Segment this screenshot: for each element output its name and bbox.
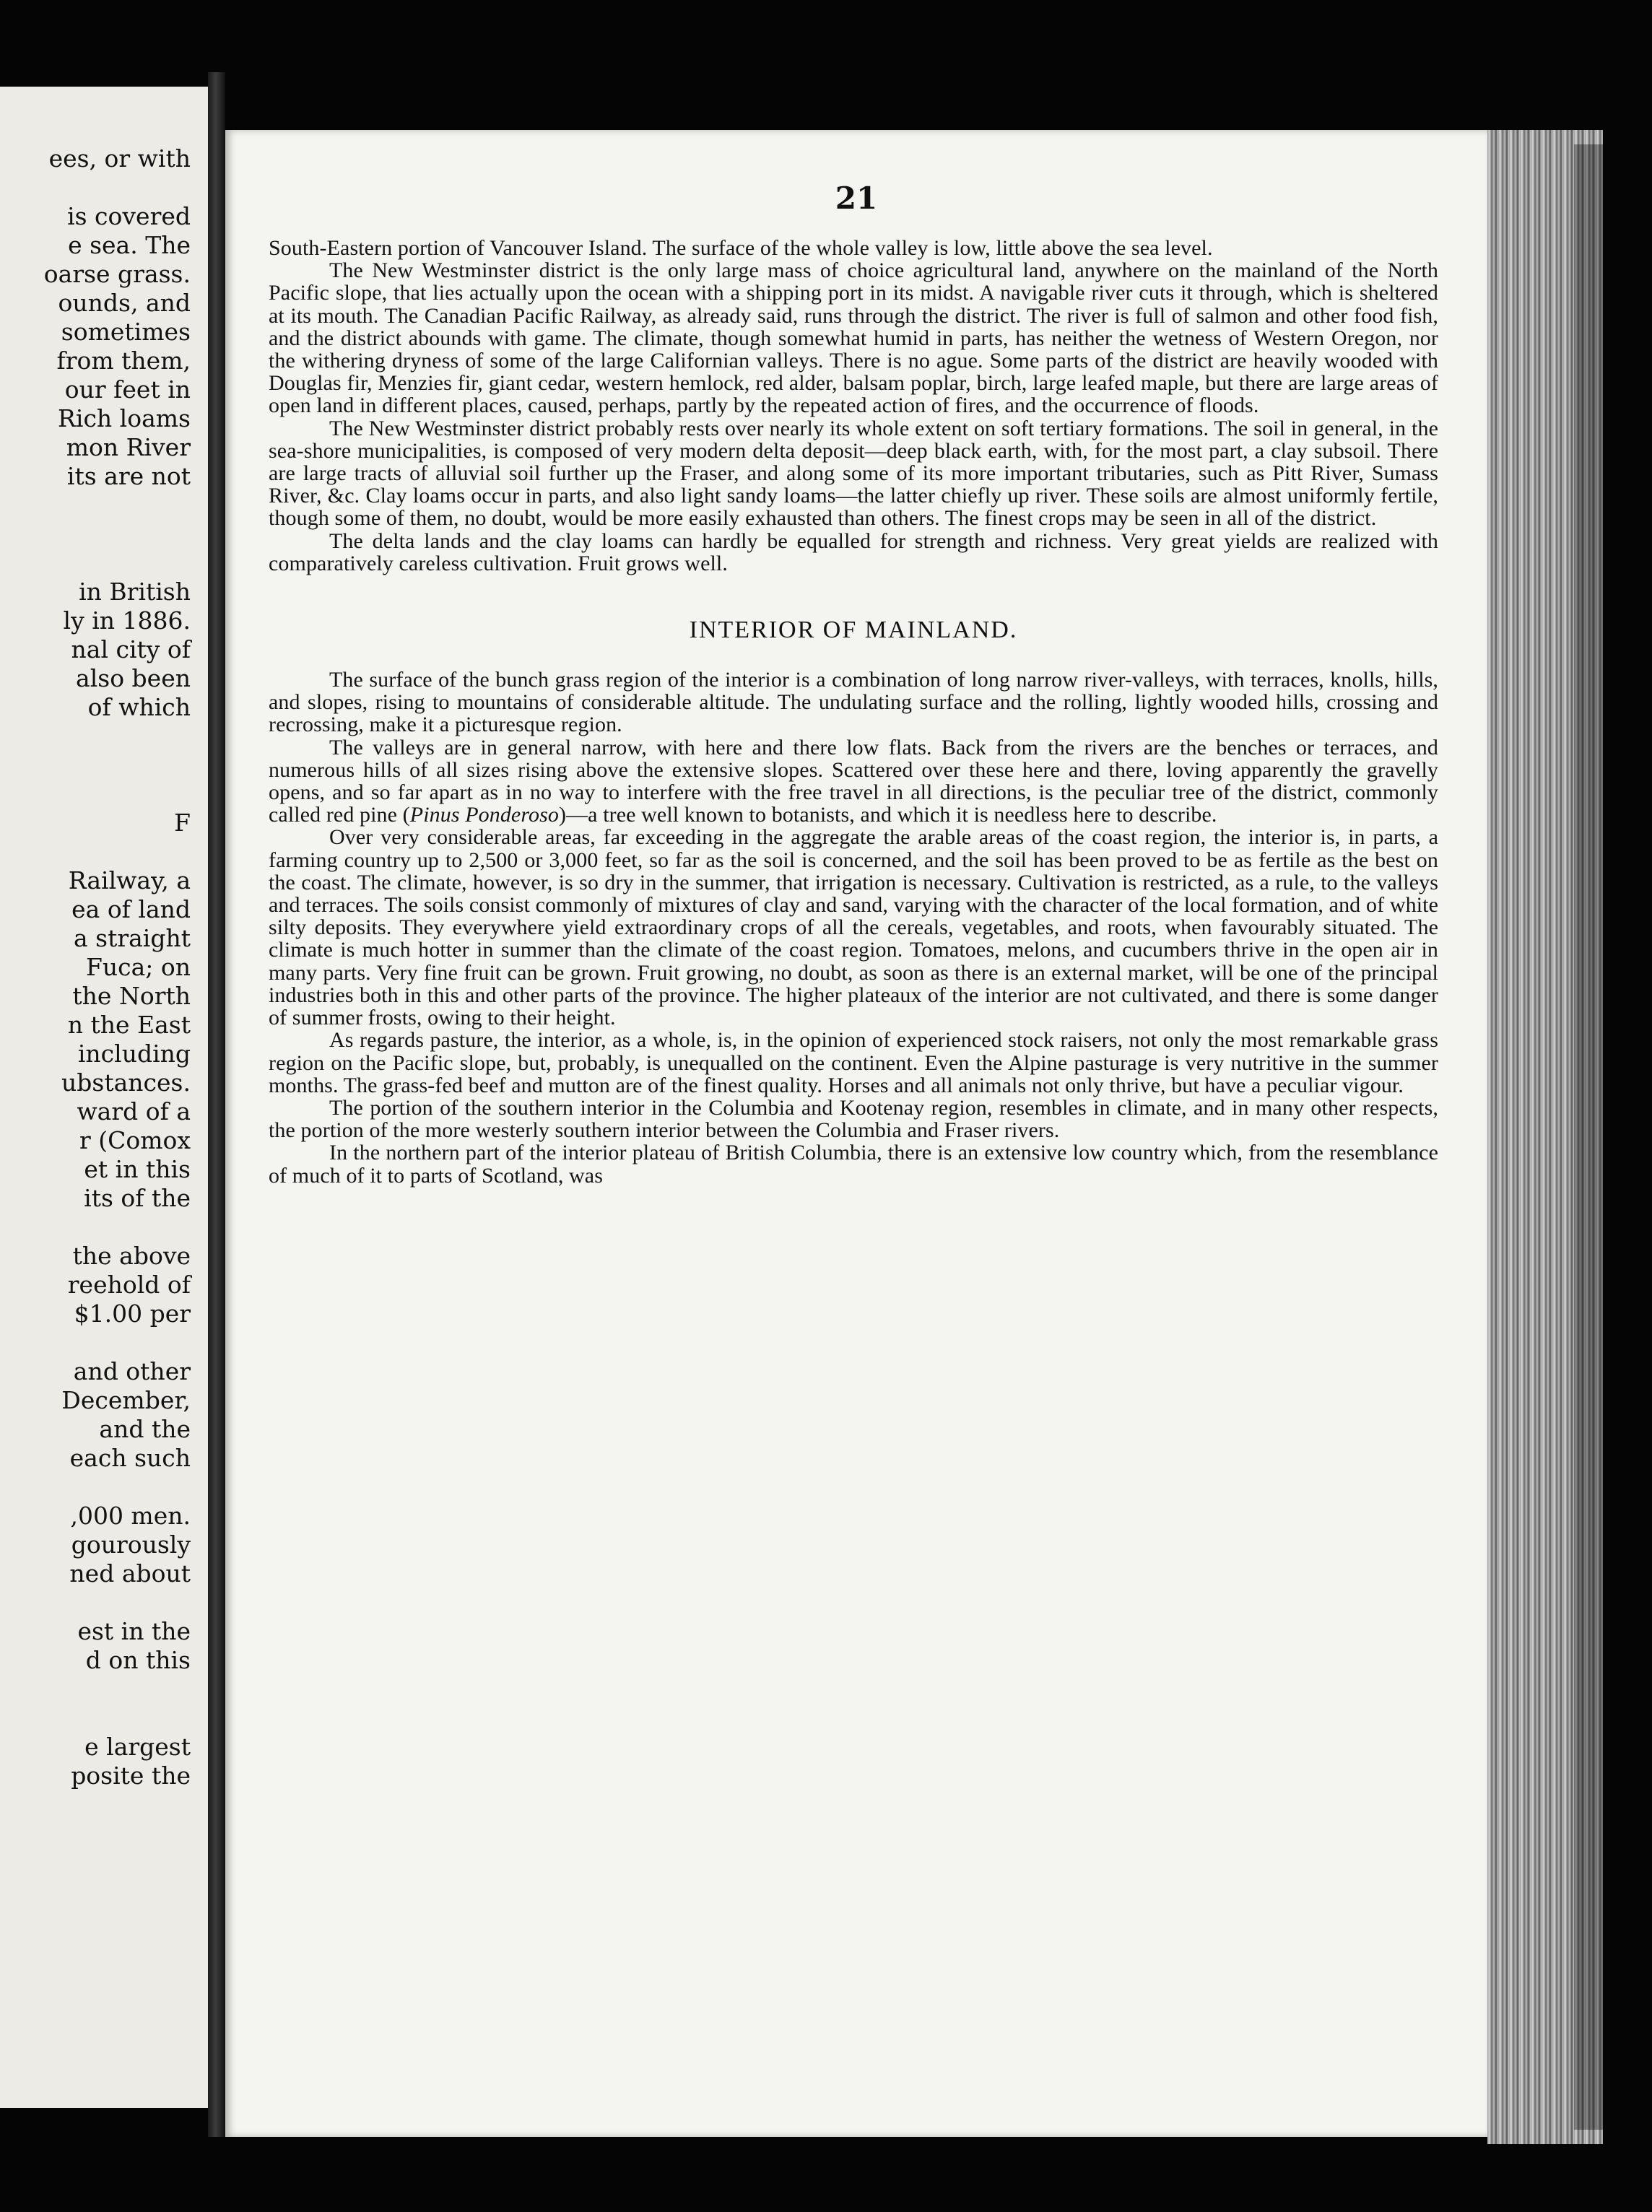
page-number: 21: [835, 180, 878, 216]
left-page-line: its are not: [66, 462, 191, 490]
left-page-line: including: [77, 1040, 191, 1068]
paragraph-4: The delta lands and the clay loams can hardly be equalled for strength and richness. Very great yields are realized with comparatively careless cultivation. Fruit grows well.: [269, 528, 1438, 575]
left-page-line: also been: [76, 664, 191, 692]
left-page-line: ea of land: [71, 895, 191, 923]
paragraph-1: South-Eastern portion of Vancouver Island. The surface of the whole valley is low, little above the sea level.: [269, 236, 1213, 260]
section-heading: INTERIOR OF MAINLAND.: [689, 617, 1018, 644]
paragraph-9: The portion of the southern interior in the Columbia and Kootenay region, resembles in climate, and in many other respects, the portion of the more westerly southern interior between the Columbia and Fraser rivers.: [269, 1095, 1438, 1143]
left-page-line: $1.00 per: [74, 1299, 191, 1328]
left-page-line: sometimes: [61, 318, 191, 346]
book-gutter: [208, 72, 225, 2137]
left-page-line: est in the: [77, 1617, 191, 1645]
left-page-line: in British: [79, 578, 191, 606]
paragraph-5: The surface of the bunch grass region of the interior is a combination of long narrow river-valleys, with terraces, knolls, hills, and slopes, rising to mountains of considerable altitude. The undulating surface and the rolling, lightly wooded hills, crossing and recrossing, make it a picturesque region.: [269, 668, 1438, 737]
left-page-line: Fuca; on: [85, 953, 191, 981]
latin-name: Pinus Ponderoso: [409, 803, 559, 827]
paragraph-6: [269, 736, 1438, 827]
left-page-line: the North: [72, 982, 191, 1010]
left-page-line: ,000 men.: [70, 1502, 191, 1530]
left-page-line: its of the: [84, 1184, 191, 1212]
left-page-line: F: [174, 809, 191, 837]
left-page-line: oarse grass.: [43, 260, 191, 288]
left-facing-page: [0, 87, 208, 2108]
paragraph-8: As regards pasture, the interior, as a whole, is, in the opinion of experienced stock raisers, not only the most remarkable grass region on the Pacific slope, but, probably, is unequalled on the continent. Even the Alpine pasturage is very nutritive in the summer months. The grass-fed beef and mutton are of the finest quality. Horses and all animals not only thrive, but have a peculiar vigour.: [269, 1028, 1438, 1097]
left-page-line: e largest: [84, 1733, 191, 1761]
left-page-line: Rich loams: [58, 404, 191, 432]
left-page-line: of which: [87, 693, 191, 721]
left-page-line: ward of a: [77, 1097, 191, 1125]
left-page-line: ly in 1886.: [63, 606, 191, 635]
left-page-line: mon River: [66, 433, 191, 461]
paragraph-6-text: The valleys are in general narrow, with here and there low flats. Back from the rivers are the benches or terraces, and numerous hills of all sizes rising above the extensive slopes. Scattered over these here and there, loving apparently the gravelly opens, and so far apart as in no way to interfere with the free travel in all directions, is the peculiar tree of the district, commonly called red pine (Pinus Ponderoso)—a tree well known to botanists, and which it is needless here to describe.: [269, 735, 1438, 827]
left-page-line: d on this: [85, 1646, 191, 1674]
page-body: [269, 237, 1438, 1187]
left-page-line: posite the: [71, 1762, 191, 1790]
left-page-line: ees, or with: [48, 144, 191, 173]
left-page-line: is covered: [67, 202, 191, 230]
paragraph-2: The New Westminster district is the only large mass of choice agricultural land, anywhere on the mainland of the North Pacific slope, that lies actually upon the ocean with a shipping port in its midst. A navigable river cuts it through, which is sheltered at its mouth. The Canadian Pacific Railway, as already said, runs through the district. The river is full of salmon and other food fish, and the district abounds with game. The climate, though somewhat humid in parts, has neither the wetness of Western Oregon, nor the withering dryness of some of the large Californian valleys. There is no ague. Some parts of the district are heavily wooded with Douglas fir, Menzies fir, giant cedar, western hemlock, red alder, balsam poplar, birch, large leafed maple, but there are large areas of open land in different places, caused, perhaps, partly by the repeated action of fires, and the occurrence of floods.: [269, 258, 1438, 418]
left-page-line: and the: [99, 1415, 191, 1443]
left-page-line: a straight: [73, 924, 191, 952]
left-page-line: the above: [72, 1242, 191, 1270]
main-page: [225, 130, 1487, 2137]
left-page-line: Railway, a: [68, 866, 191, 894]
paragraph-3: The New Westminster district probably rests over nearly its whole extent on soft tertiary formations. The soil in general, in the sea-shore municipalities, is composed of very modern delta deposit—deep black earth, with, for the most part, a clay subsoil. There are large tracts of alluvial soil further up the Fraser, and along some of its more important tributaries, such as Pitt River, Sumass River, &c. Clay loams occur in parts, and also light sandy loams—the latter chiefly up river. These soils are almost uniformly fertile, though some of them, no doubt, would be more easily exhausted than others. The finest crops may be seen in all of the district.: [269, 416, 1438, 531]
left-page-line: reehold of: [67, 1271, 191, 1299]
left-page-line: r (Comox: [79, 1126, 191, 1154]
left-page-line: nal city of: [71, 635, 191, 663]
left-page-line: December,: [61, 1386, 191, 1414]
left-page-line: gourously: [71, 1530, 191, 1559]
left-page-line: e sea. The: [68, 231, 191, 259]
left-page-line: ubstances.: [61, 1068, 191, 1097]
page-edges-shadow: [1574, 144, 1603, 2130]
paragraph-10: In the northern part of the interior plateau of British Columbia, there is an extensive low country which, from the resemblance of much of it to parts of Scotland, was: [269, 1141, 1438, 1188]
left-page-line: our feet in: [64, 375, 191, 404]
left-page-line: ounds, and: [58, 289, 191, 317]
left-page-line: et in this: [84, 1155, 191, 1183]
left-page-line: and other: [73, 1357, 191, 1385]
left-page-line: n the East: [67, 1011, 191, 1039]
left-page-line: from them,: [56, 347, 191, 375]
left-page-line: ned about: [69, 1559, 191, 1588]
paragraph-7: Over very considerable areas, far exceeding in the aggregate the arable areas of the coast region, the interior is, in parts, a farming country up to 2,500 or 3,000 feet, so far as the soil is concerned, and the soil has been proved to be as fertile as the best on the coast. The climate, however, is so dry in the summer, that irrigation is necessary. Cultivation is restricted, as a rule, to the valleys and terraces. The soils consist commonly of mixtures of clay and sand, varying with the character of the local formation, and of white silty deposits. They everywhere yield extraordinary crops of all the cereals, vegetables, and roots, when favourably situated. The climate is much hotter in summer than the climate of the coast region. Tomatoes, melons, and cucumbers thrive in the open air in many parts. Very fine fruit can be grown. Fruit growing, no doubt, as soon as there is an external market, will be one of the principal industries both in this and other parts of the province. The higher plateaux of the interior are not cultivated, and there is some danger of summer frosts, owing to their height.: [269, 825, 1438, 1030]
left-page-line: each such: [69, 1444, 191, 1472]
